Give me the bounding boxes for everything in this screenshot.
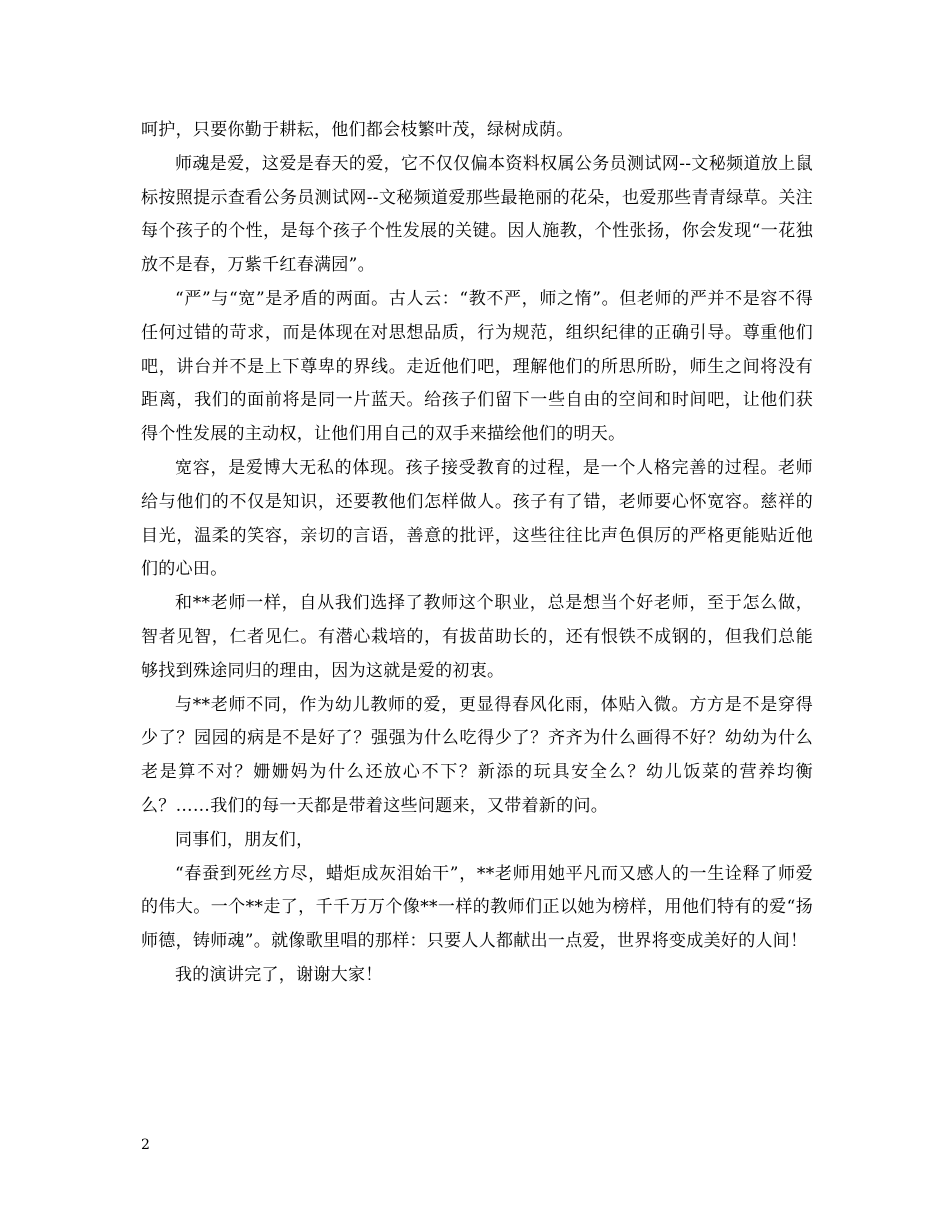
body-text — [141, 114, 813, 993]
paragraph: 与**老师不同，作为幼儿教师的爱，更显得春风化雨，体贴入微。方方是不是穿得少了？园园的病是不是好了？强强为什么吃得少了？齐齐为什么画得不好？幼幼为什么老是算不对？姗姗妈为什么还放心不下？新添的玩具安全么？幼儿饭菜的营养均衡么？……我们的每一天都是带着这些问题来，又带着新的问。 — [141, 694, 813, 816]
paragraph: “严”与“宽”是矛盾的两面。古人云：“教不严，师之惰”。但老师的严并不是容不得任何过错的苛求，而是体现在对思想品质，行为规范，组织纪律的正确引导。尊重他们吧，讲台并不是上下尊卑的界线。走近他们吧，理解他们的所思所盼，师生之间将没有距离，我们的面前将是同一片蓝天。给孩子们留下一些自由的空间和时间吧，让他们获得个性发展的主动权，让他们用自己的双手来描绘他们的明天。 — [141, 288, 813, 445]
paragraph: 同事们，朋友们， — [175, 829, 314, 850]
page-number: 2 — [141, 1137, 150, 1153]
paragraph: 和**老师一样，自从我们选择了教师这个职业，总是想当个好老师，至于怎么做，智者见智，仁者见仁。有潜心栽培的，有拔苗助长的，还有恨铁不成钢的，但我们总能够找到殊途同归的理由，因为这就是爱的初衷。 — [141, 593, 813, 681]
paragraph: 师魂是爱，这爱是春天的爱，它不仅仅偏本资料权属公务员测试网--文秘频道放上鼠标按照提示查看公务员测试网--文秘频道爱那些最艳丽的花朵，也爱那些青青绿草。关注每个孩子的个性，是每个孩子个性发展的关键。因人施教，个性张扬，你会发现“一花独放不是春，万紫千红春满园”。 — [141, 153, 813, 276]
paragraph: 我的演讲完了，谢谢大家！ — [175, 964, 383, 985]
paragraph: 宽容，是爱博大无私的体现。孩子接受教育的过程，是一个人格完善的过程。老师给与他们的不仅是知识，还要教他们怎样做人。孩子有了错，老师要心怀宽容。慈祥的目光，温柔的笑容，亲切的言语，善意的批评，这些往往比声色俱厉的严格更能贴近他们的心田。 — [141, 457, 813, 580]
paragraph: “春蚕到死丝方尽，蜡炬成灰泪始干”，**老师用她平凡而又感人的一生诠释了师爱的伟大。一个**走了，千千万万个像**一样的教师们正以她为榜样，用他们特有的爱“扬师德，铸师魂”。就像歌里唱的那样：只要人人都献出一点爱，世界将变成美好的人间！ — [141, 863, 813, 952]
paragraph: 呵护，只要你勤于耕耘，他们都会枝繁叶茂，绿树成荫。 — [141, 120, 574, 140]
